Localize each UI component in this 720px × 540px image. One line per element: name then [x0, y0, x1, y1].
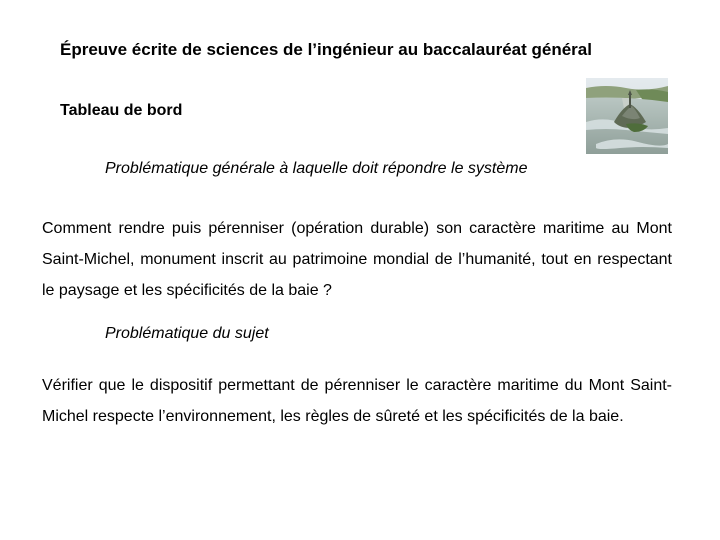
subject-problem-heading: Problématique du sujet — [105, 325, 269, 342]
mont-saint-michel-photo — [586, 78, 668, 154]
general-problem-heading: Problématique générale à laquelle doit répondre le système — [105, 160, 528, 177]
subject-problem-text: Vérifier que le dispositif permettant de pérenniser le caractère maritime du Mont Saint-Michel respecte l’environnement, les règles de sûreté et les spécificités de la baie. — [42, 377, 672, 425]
page-title: Épreuve écrite de sciences de l’ingénieur au baccalauréat général — [60, 40, 592, 59]
aerial-bay-image — [586, 78, 668, 154]
section-heading: Tableau de bord — [60, 102, 183, 119]
general-problem-text: Comment rendre puis pérenniser (opération durable) son caractère maritime au Mont Saint-Michel, monument inscrit au patrimoine mondial de l’humanité, tout en respectant le paysage et les spécificités de la baie ? — [42, 220, 672, 299]
